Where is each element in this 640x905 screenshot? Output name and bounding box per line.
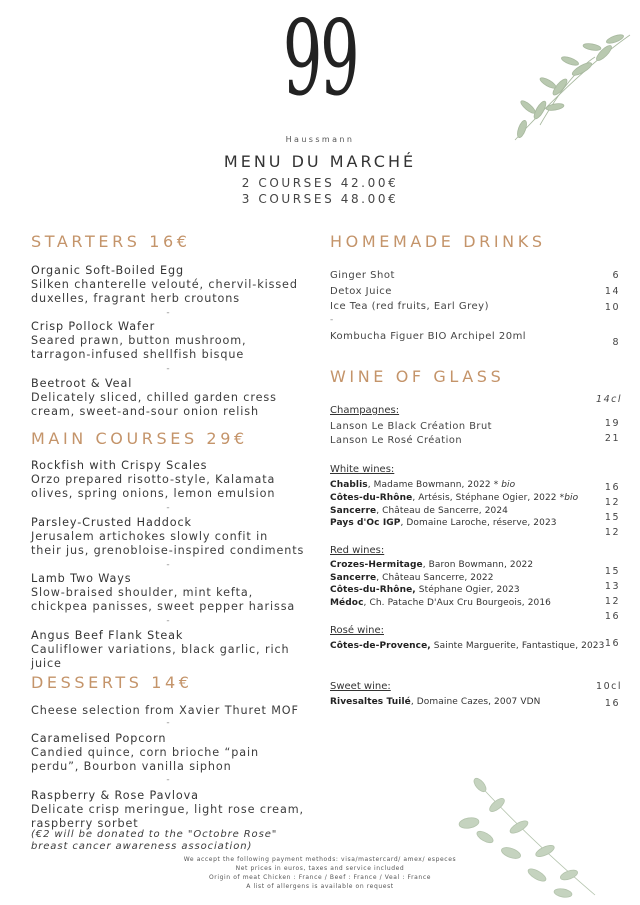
dish-description: Slow-braised shoulder, mint kefta, bbox=[31, 586, 254, 599]
wine-details: , Artésis, Stéphane Ogier, 2022 bbox=[412, 493, 560, 503]
wine-unit: 14cl bbox=[596, 394, 622, 405]
starter-item bbox=[31, 264, 298, 306]
wine-item bbox=[330, 493, 578, 503]
courses-2-price: 2 COURSES 42.00€ bbox=[241, 176, 399, 190]
wine-details: , Château Sancerre, 2022 bbox=[376, 573, 494, 583]
wine-name: Côtes-du-Rhône, bbox=[330, 585, 416, 595]
wine-item: Lanson Le Rosé Création bbox=[330, 435, 463, 446]
dish-description: Delicately sliced, chilled garden cress bbox=[31, 391, 277, 404]
drink-name: Ginger Shot bbox=[330, 270, 395, 281]
drinks-heading: HOMEMADE DRINKS bbox=[330, 232, 546, 251]
wine-details: , Domaine Laroche, réserve, 2023 bbox=[400, 518, 557, 528]
wine-item bbox=[330, 585, 520, 595]
wine-name: Sancerre bbox=[330, 506, 377, 516]
wine-price: 16 bbox=[604, 638, 620, 649]
red-wines-label: Red wines: bbox=[330, 545, 385, 556]
mains-heading: MAIN COURSES 29€ bbox=[31, 429, 248, 448]
dish-name: Crisp Pollock Wafer bbox=[31, 320, 156, 333]
charity-note-line: breast cancer awareness association) bbox=[31, 841, 253, 852]
desserts-heading: DESSERTS 14€ bbox=[31, 673, 193, 692]
leaf-branch-top-icon bbox=[500, 25, 635, 150]
charity-note bbox=[31, 829, 277, 853]
dish-description: Orzo prepared risotto-style, Kalamata bbox=[31, 473, 276, 486]
dessert-item bbox=[31, 789, 304, 831]
sweet-wine-unit: 10cl bbox=[596, 681, 622, 692]
main-item bbox=[31, 629, 290, 671]
leaf-branch-bottom-icon bbox=[455, 775, 605, 900]
wine-item bbox=[330, 697, 540, 707]
dish-name: Beetroot & Veal bbox=[31, 377, 133, 390]
dish-name: Caramelised Popcorn bbox=[31, 732, 167, 745]
wine-item bbox=[330, 598, 551, 608]
wine-price: 15 bbox=[604, 566, 620, 577]
separator: - bbox=[166, 560, 170, 570]
wine-item bbox=[330, 518, 557, 528]
dish-description: tarragon-infused shellfish bisque bbox=[31, 348, 245, 361]
wine-details: , Château de Sancerre, 2024 bbox=[376, 506, 508, 516]
logo: 99 bbox=[282, 0, 358, 119]
drink-price: 14 bbox=[604, 286, 620, 297]
starters-heading: STARTERS 16€ bbox=[31, 232, 191, 251]
wine-price: 12 bbox=[604, 527, 620, 538]
wine-name: Côtes-du-Rhône bbox=[330, 493, 413, 503]
wine-heading: WINE OF GLASS bbox=[330, 367, 505, 386]
sweet-wine-label: Sweet wine: bbox=[330, 681, 391, 692]
dish-description: Candied quince, corn brioche “pain bbox=[31, 746, 259, 759]
wine-name: Chablis bbox=[330, 480, 368, 490]
dish-description: olives, spring onions, lemon emulsion bbox=[31, 487, 276, 500]
wine-price: 19 bbox=[604, 418, 620, 429]
dish-description: perdu”, Bourbon vanilla siphon bbox=[31, 760, 232, 773]
dish-description: chickpea panisses, sweet pepper harissa bbox=[31, 600, 296, 613]
dish-name: Organic Soft-Boiled Egg bbox=[31, 264, 185, 277]
wine-name: Médoc bbox=[330, 598, 364, 608]
wine-details: , Madame Bowmann, 2022 bbox=[367, 480, 494, 490]
wine-item: Lanson Le Black Création Brut bbox=[330, 421, 493, 432]
wine-item bbox=[330, 641, 604, 651]
wine-name: Pays d'Oc IGP bbox=[330, 518, 401, 528]
wine-details: Stéphane Ogier, 2023 bbox=[415, 585, 520, 595]
wine-price: 16 bbox=[604, 611, 620, 622]
main-item bbox=[31, 516, 304, 558]
footer-payment: We accept the following payment methods: visa/mastercard/ amex/ especes bbox=[183, 856, 457, 863]
dish-name: Parsley-Crusted Haddock bbox=[31, 516, 192, 529]
wine-details: Sainte Marguerite, Fantastique, 2023 bbox=[430, 641, 605, 651]
dish-name: Lamb Two Ways bbox=[31, 572, 132, 585]
wine-item bbox=[330, 560, 533, 570]
champagnes-label: Champagnes: bbox=[330, 405, 400, 416]
wine-bio: * bio bbox=[493, 480, 516, 490]
wine-details: , Baron Bowmann, 2022 bbox=[422, 560, 534, 570]
dish-name: Raspberry & Rose Pavlova bbox=[31, 789, 199, 802]
dish-description: duxelles, fragrant herb croutons bbox=[31, 292, 240, 305]
wine-name: Côtes-de-Provence, bbox=[330, 641, 431, 651]
starter-item bbox=[31, 320, 247, 362]
cheese-item: Cheese selection from Xavier Thuret MOF bbox=[31, 704, 299, 717]
dish-description: raspberry sorbet bbox=[31, 817, 139, 830]
wine-name: Sancerre bbox=[330, 573, 377, 583]
separator: - bbox=[330, 315, 334, 325]
wine-price: 12 bbox=[604, 596, 620, 607]
main-item bbox=[31, 572, 295, 614]
drink-name: Kombucha Figuer BIO Archipel 20ml bbox=[330, 331, 527, 342]
footer-allergens: A list of allergens is available on request bbox=[246, 883, 394, 890]
separator: - bbox=[166, 308, 170, 318]
drink-price: 6 bbox=[612, 270, 620, 281]
drink-price: 10 bbox=[604, 302, 620, 313]
dish-description: Silken chanterelle velouté, chervil-kissed bbox=[31, 278, 298, 291]
dish-description: Delicate crisp meringue, light rose cream, bbox=[31, 803, 304, 816]
footer-meat-origin: Origin of meat Chicken : France / Beef : France / Veal : France bbox=[208, 874, 432, 881]
dish-name: Angus Beef Flank Steak bbox=[31, 629, 184, 642]
dish-name: Rockfish with Crispy Scales bbox=[31, 459, 208, 472]
wine-details: , Domaine Cazes, 2007 VDN bbox=[410, 697, 541, 707]
main-item bbox=[31, 459, 275, 501]
wine-price: 15 bbox=[604, 512, 620, 523]
wine-item bbox=[330, 480, 515, 490]
wine-price: 21 bbox=[604, 433, 620, 444]
starter-item bbox=[31, 377, 277, 419]
dish-description: Jerusalem artichokes slowly confit in bbox=[31, 530, 269, 543]
separator: - bbox=[166, 775, 170, 785]
drink-name: Ice Tea (red fruits, Earl Grey) bbox=[330, 301, 489, 312]
wine-price: 12 bbox=[604, 497, 620, 508]
dish-description: their jus, grenobloise-inspired condiments bbox=[31, 544, 305, 557]
drink-price: 8 bbox=[612, 337, 620, 348]
white-wines-label: White wines: bbox=[330, 464, 395, 475]
separator: - bbox=[166, 503, 170, 513]
wine-bio: *bio bbox=[559, 493, 579, 503]
courses-3-price: 3 COURSES 48.00€ bbox=[241, 192, 399, 206]
wine-item bbox=[330, 573, 494, 583]
dish-description: Seared prawn, button mushroom, bbox=[31, 334, 247, 347]
wine-price: 13 bbox=[604, 581, 620, 592]
wine-name: Crozes-Hermitage bbox=[330, 560, 423, 570]
separator: - bbox=[166, 364, 170, 374]
wine-item bbox=[330, 506, 508, 516]
wine-details: , Ch. Patache D'Aux Cru Bourgeois, 2016 bbox=[363, 598, 551, 608]
wine-price: 16 bbox=[604, 698, 620, 709]
wine-price: 16 bbox=[604, 482, 620, 493]
footer-prices: Net prices in euros, taxes and service included bbox=[235, 865, 405, 872]
dessert-item bbox=[31, 732, 259, 774]
rose-wine-label: Rosé wine: bbox=[330, 625, 384, 636]
dish-description: Cauliflower variations, black garlic, rich bbox=[31, 643, 290, 656]
wine-name: Rivesaltes Tuilé bbox=[330, 697, 411, 707]
dish-description: cream, sweet-and-sour onion relish bbox=[31, 405, 259, 418]
logo-subtitle: Haussmann bbox=[285, 135, 355, 144]
menu-title: MENU DU MARCHÉ bbox=[223, 152, 417, 171]
separator: - bbox=[166, 718, 170, 728]
drink-name: Detox Juice bbox=[330, 286, 392, 297]
separator: - bbox=[166, 616, 170, 626]
dish-description: juice bbox=[31, 657, 62, 670]
charity-note-line: (€2 will be donated to the "Octobre Rose" bbox=[31, 829, 278, 840]
